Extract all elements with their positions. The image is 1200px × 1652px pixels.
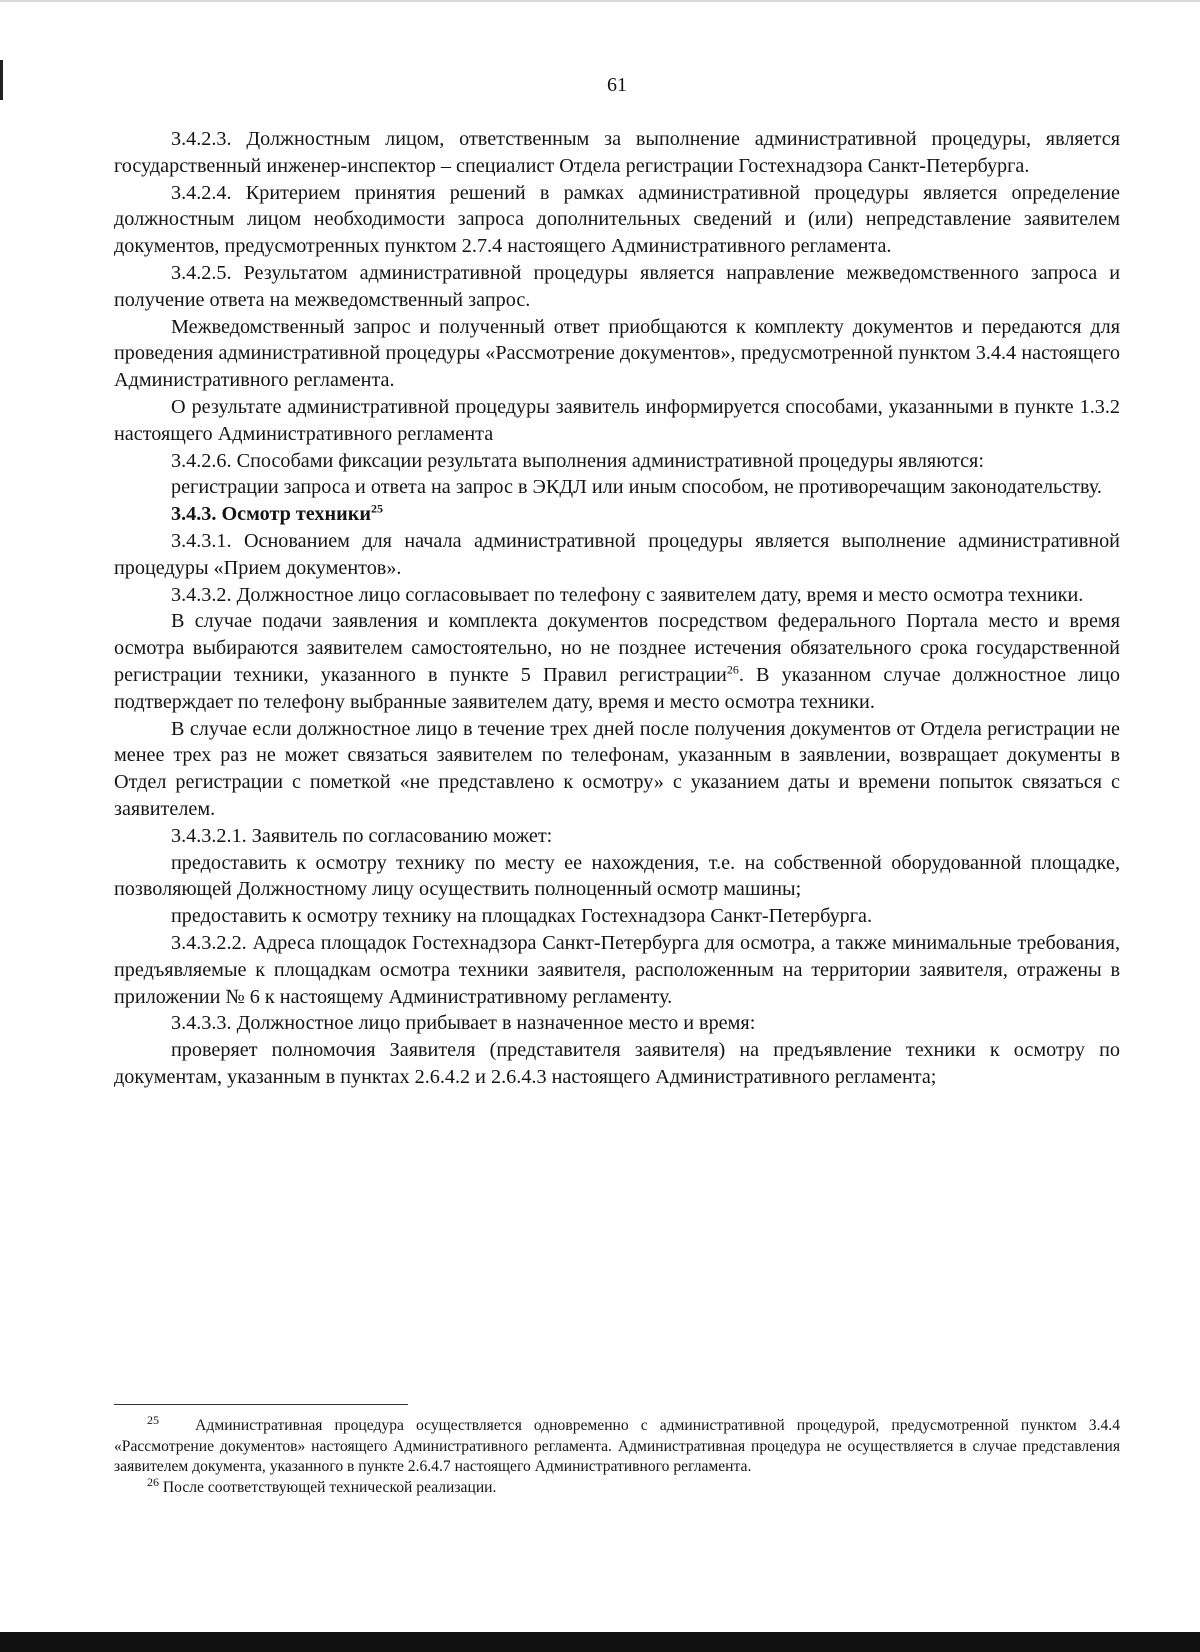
paragraph: 3.4.2.3. Должностным лицом, ответственным за выполнение административной процедуры, является государственный инженер-инспектор – специалист Отдела регистрации Гостехнадзора Санкт-Петербурга.	[114, 128, 1120, 177]
paragraph: 3.4.3.2.1. Заявитель по согласованию может:	[171, 824, 553, 847]
paragraph: 3.4.2.4. Критерием принятия решений в рамках административной процедуры является определение должностным лицом необходимости запроса дополнительных сведений и (или) непредставление заявителем документов, предусмотренных пунктом 2.7.4 настоящего Административного регламента.	[114, 181, 1120, 258]
paragraph: 3.4.2.6. Способами фиксации результата выполнения административной процедуры являются:	[171, 449, 984, 472]
paragraph: проверяет полномочия Заявителя (представителя заявителя) на предъявление техники к осмотру по документам, указанным в пунктах 2.6.4.2 и 2.6.4.3 настоящего Административного регламента;	[114, 1039, 1120, 1088]
footnote	[114, 1412, 1120, 1478]
paragraph: предоставить к осмотру технику на площадках Гостехнадзора Санкт-Петербурга.	[171, 905, 873, 928]
paragraph: О результате административной процедуры заявитель информируется способами, указанными в пункте 1.3.2 настоящего Административного регламента	[114, 395, 1120, 445]
paragraph: В случае если должностное лицо в течение трех дней после получения документов от Отдела регистрации не менее трех раз не может связаться заявителем по телефонам, указанным в заявлении, возвращает документы в Отдел регистрации с пометкой «не представлено к осмотру» с указанием даты и времени попыток связаться с заявителем.	[114, 717, 1120, 820]
footnote-ref: 25	[370, 501, 383, 516]
paragraph	[114, 608, 1120, 715]
section-heading-text: 3.4.3. Осмотр техники	[171, 503, 371, 526]
paragraph: регистрации запроса и ответа на запрос в ЭКДЛ или иным способом, не противоречащим законодательству.	[171, 476, 1102, 499]
section-heading	[114, 501, 1120, 528]
footnote	[114, 1474, 1120, 1499]
paragraph: 3.4.3.2.2. Адреса площадок Гостехнадзора Санкт-Петербурга для осмотра, а также минимальные требования, предъявляемые к площадкам осмотра техники заявителя, расположенным на территории заявителя, отражены в приложении № 6 к настоящему Административному регламенту.	[114, 931, 1120, 1008]
footnote-mark: 26	[147, 1474, 159, 1489]
page-number: 61	[607, 74, 627, 96]
footnote-mark: 25	[147, 1412, 159, 1427]
footnote-separator	[114, 1404, 408, 1405]
paragraph: 3.4.3.3. Должностное лицо прибывает в назначенное место и время:	[171, 1012, 756, 1035]
scan-edge-top	[0, 0, 1200, 2]
paragraph: 3.4.3.1. Основанием для начала административной процедуры является выполнение административной процедуры «Прием документов».	[114, 529, 1120, 579]
footnote-ref: 26	[726, 662, 739, 677]
paragraph: Межведомственный запрос и полученный ответ приобщаются к комплекту документов и передаются для проведения административной процедуры «Рассмотрение документов», предусмотренной пунктом 3.4.4 настоящего Административного регламента.	[114, 315, 1120, 392]
scan-edge-bottom	[0, 1632, 1200, 1652]
paragraph: предоставить к осмотру технику по месту ее нахождения, т.е. на собственной оборудованной площадке, позволяющей Должностному лицу осуществить полноценный осмотр машины;	[114, 851, 1120, 901]
footnotes	[114, 1412, 1120, 1498]
paragraph: 3.4.3.2. Должностное лицо согласовывает по телефону с заявителем дату, время и место осмотра техники.	[171, 583, 1084, 606]
paragraph-text: . В указанном случае должностное лицо подтверждает по телефону выбранные заявителем дату, время и место осмотра техники.	[114, 663, 1120, 713]
footnote-text: Административная процедура осуществляется одновременно с административной процедурой, предусмотренной пунктом 3.4.4 «Рассмотрение документов» настоящего Административного регламента. Административная процедура не осуществляется в случае представления заявителем документа, указанного в пункте 2.6.4.7 настоящего Административного регламента.	[114, 1417, 1120, 1475]
paragraph: 3.4.2.5. Результатом административной процедуры является направление межведомственного запроса и получение ответа на межведомственный запрос.	[114, 261, 1120, 311]
paragraph-text: В случае подачи заявления и комплекта документов посредством федерального Портала место и время осмотра выбираются заявителем самостоятельно, но не позднее истечения обязательного срока государственной регистрации техники, указанного в пункте 5 Правил регистрации	[114, 610, 1120, 686]
footnote-text: После соответствующей технической реализации.	[162, 1478, 497, 1496]
main-text	[114, 126, 1120, 1091]
